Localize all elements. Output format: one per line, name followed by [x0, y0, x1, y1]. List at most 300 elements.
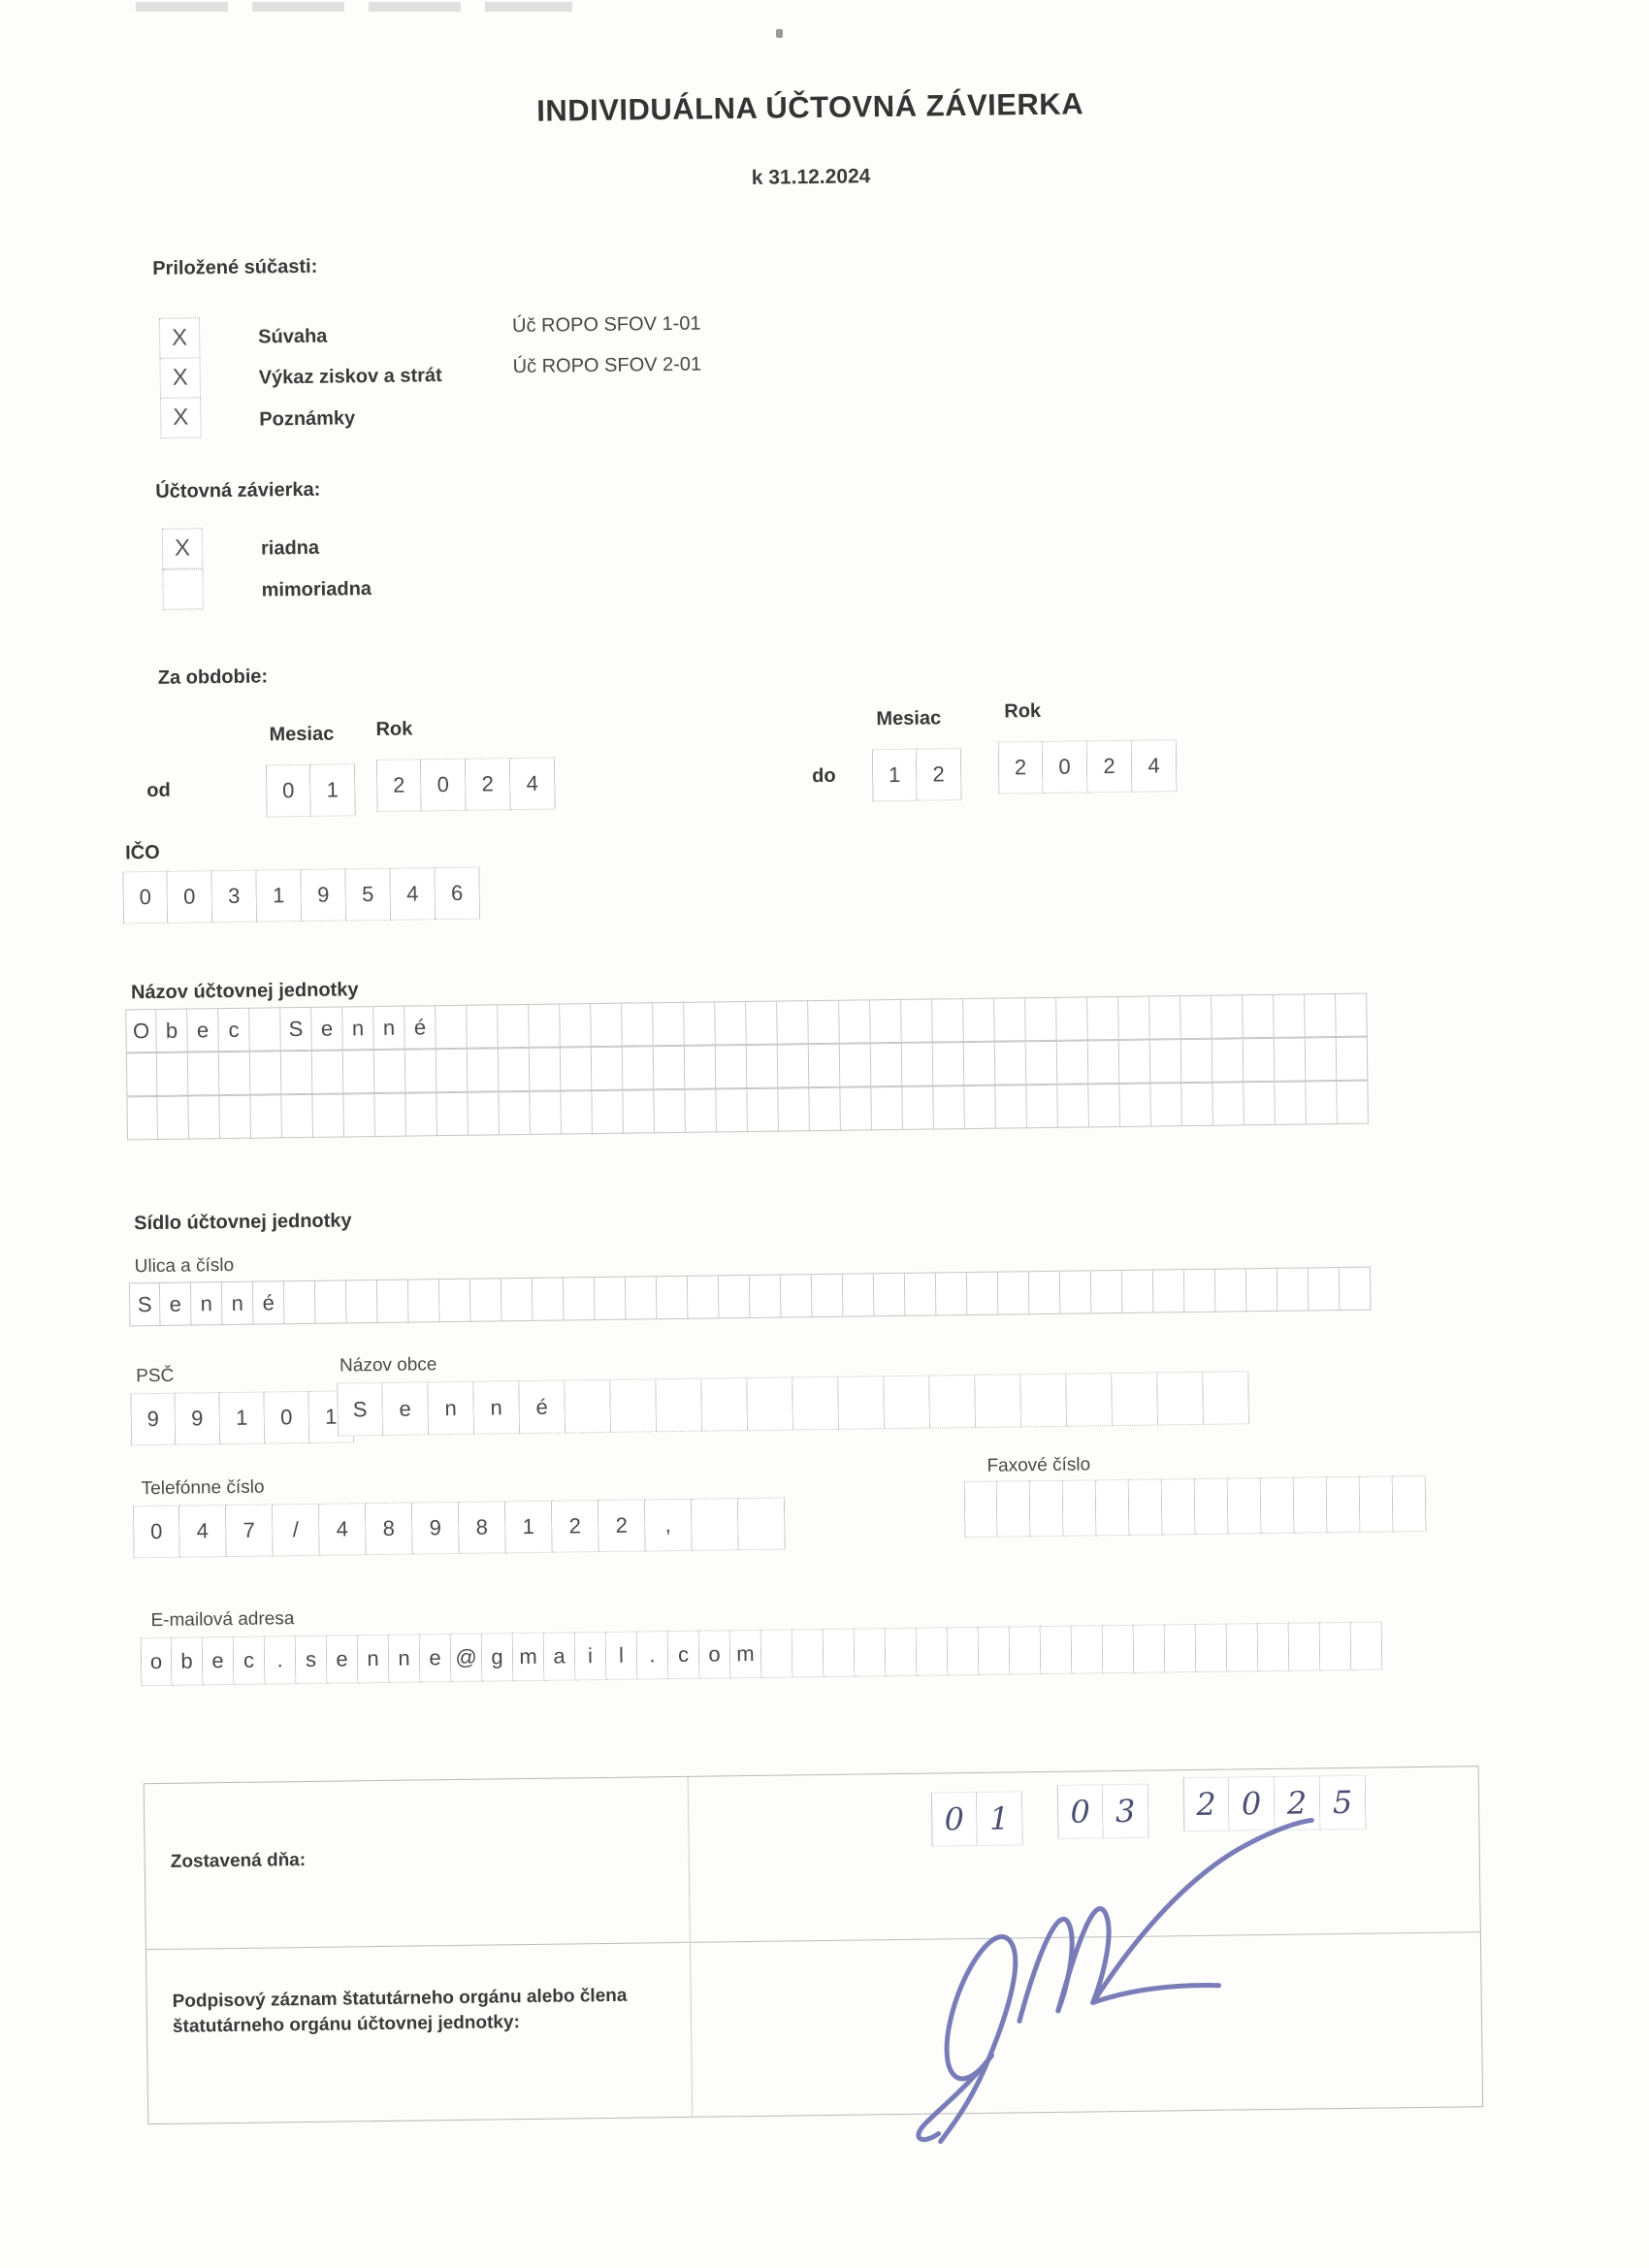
checkbox-riadna: X — [162, 528, 204, 569]
grid-cell: S — [280, 1007, 312, 1051]
grid-cell — [592, 1090, 624, 1134]
grid-cell — [533, 1277, 565, 1320]
grid-cell: c — [218, 1008, 250, 1052]
grid-cell: n — [342, 1006, 374, 1050]
grid-cell: @ — [451, 1634, 483, 1682]
grid-cell — [1026, 1085, 1058, 1128]
grid-cell — [1212, 1082, 1245, 1125]
grid-cell — [933, 1042, 965, 1085]
period-to-year-grid — [998, 739, 1178, 794]
grid-cell: 4 — [510, 758, 556, 811]
grid-cell — [685, 1088, 717, 1132]
ico-grid — [122, 867, 480, 924]
grid-cell — [1149, 995, 1181, 1039]
grid-cell — [838, 1376, 885, 1430]
closing-option-riadna: riadna — [260, 536, 320, 560]
grid-cell — [439, 1279, 471, 1322]
period-from-label: od — [146, 779, 171, 802]
grid-cell — [761, 1629, 793, 1677]
grid-cell: 9 — [412, 1502, 460, 1555]
period-from-month-grid — [266, 763, 356, 817]
grid-cell: é — [404, 1005, 436, 1049]
grid-cell: e — [187, 1008, 219, 1052]
grid-cell — [468, 1048, 500, 1091]
grid-cell: c — [234, 1636, 266, 1685]
grid-cell: 0 — [1057, 1784, 1104, 1839]
grid-cell — [530, 1091, 562, 1135]
grid-cell — [1157, 1372, 1204, 1426]
grid-cell: 1 — [219, 1392, 265, 1445]
grid-cell: m — [730, 1630, 762, 1678]
grid-cell — [622, 1002, 654, 1046]
grid-cell — [250, 1094, 282, 1138]
grid-cell — [997, 1480, 1031, 1537]
grid-cell — [839, 999, 871, 1043]
grid-cell: 4 — [390, 867, 436, 921]
grid-cell — [781, 1274, 813, 1317]
grid-cell — [1150, 1083, 1182, 1126]
form-title: INDIVIDUÁLNA ÚČTOVNÁ ZÁVIERKA — [535, 86, 1084, 128]
grid-cell — [1215, 1268, 1247, 1312]
grid-cell — [653, 1002, 685, 1046]
grid-cell — [281, 1051, 313, 1094]
grid-cell: e — [203, 1636, 235, 1685]
grid-cell — [917, 1627, 949, 1675]
fax-grid — [964, 1475, 1427, 1538]
grid-cell — [688, 1275, 720, 1318]
grid-cell — [747, 1045, 779, 1088]
grid-cell: 8 — [459, 1501, 506, 1554]
grid-cell — [467, 1004, 499, 1048]
grid-cell: n — [222, 1281, 254, 1325]
grid-cell: 3 — [1103, 1784, 1149, 1839]
grid-cell: 2 — [1183, 1777, 1230, 1832]
grid-cell — [610, 1378, 657, 1433]
grid-cell — [1294, 1476, 1328, 1533]
grid-cell: 2 — [917, 748, 962, 801]
grid-cell — [1056, 996, 1088, 1040]
grid-cell — [654, 1089, 686, 1133]
grid-cell: , — [645, 1499, 693, 1552]
grid-cell — [809, 1087, 841, 1131]
grid-cell — [1277, 1267, 1310, 1311]
grid-cell — [591, 1003, 623, 1047]
street-grid — [129, 1267, 1371, 1327]
grid-cell — [1030, 1480, 1064, 1537]
grid-cell: m — [513, 1633, 545, 1681]
checkbox-mimoriadna — [162, 568, 204, 610]
grid-cell — [747, 1088, 779, 1132]
grid-cell — [656, 1378, 702, 1433]
grid-cell — [346, 1280, 378, 1323]
grid-cell — [778, 1087, 810, 1131]
grid-cell — [498, 1004, 530, 1048]
grid-cell — [1228, 1477, 1262, 1534]
grid-cell: e — [382, 1381, 429, 1436]
grid-cell — [933, 1085, 965, 1129]
signature-table-col-divider — [688, 1777, 694, 2117]
psc-label: PSČ — [136, 1365, 175, 1387]
checkbox-poznamky: X — [160, 397, 202, 438]
grid-cell — [436, 1092, 469, 1136]
grid-cell: S — [129, 1282, 161, 1326]
grid-cell — [1119, 1084, 1151, 1127]
grid-cell: 7 — [226, 1504, 274, 1557]
grid-cell: O — [125, 1009, 157, 1053]
grid-cell — [1306, 1081, 1338, 1124]
grid-cell — [1181, 1083, 1213, 1126]
grid-cell: o — [141, 1637, 173, 1686]
grid-cell — [1041, 1626, 1073, 1674]
grid-cell: e — [311, 1006, 343, 1050]
grid-cell — [315, 1280, 347, 1323]
compiled-date-label: Zostavená dňa: — [170, 1850, 307, 1872]
grid-cell — [716, 1088, 748, 1132]
grid-cell: e — [327, 1635, 359, 1683]
grid-cell — [948, 1627, 980, 1675]
phone-label: Telefónne číslo — [141, 1476, 265, 1500]
grid-cell — [777, 1000, 809, 1044]
grid-cell — [994, 997, 1026, 1041]
attachment-label-suvaha: Súvaha — [258, 325, 328, 348]
grid-cell — [501, 1278, 534, 1321]
grid-cell — [1088, 1040, 1120, 1084]
grid-cell — [1020, 1374, 1067, 1428]
grid-cell — [1261, 1477, 1295, 1534]
grid-cell: n — [389, 1634, 421, 1682]
grid-cell — [684, 1001, 716, 1045]
grid-cell — [1337, 1037, 1369, 1081]
grid-cell — [623, 1046, 655, 1089]
grid-cell — [595, 1277, 627, 1320]
grid-cell — [1087, 996, 1119, 1040]
email-grid — [141, 1621, 1383, 1686]
grid-cell — [1195, 1478, 1229, 1535]
grid-cell — [188, 1052, 220, 1095]
checkbox-suvaha: X — [159, 317, 201, 359]
grid-cell: 1 — [977, 1791, 1023, 1846]
grid-cell: c — [668, 1631, 700, 1679]
grid-cell — [157, 1053, 189, 1096]
signature — [861, 1769, 1351, 2164]
grid-cell — [499, 1048, 531, 1091]
grid-cell — [1306, 1037, 1338, 1081]
grid-cell — [715, 1001, 747, 1045]
grid-cell: 0 — [1043, 740, 1088, 794]
town-label: Názov obce — [339, 1354, 437, 1377]
grid-cell: 0 — [264, 1391, 309, 1444]
checkbox-vykaz: X — [159, 357, 201, 399]
grid-cell — [623, 1089, 655, 1133]
email-label: E-mailová adresa — [150, 1608, 295, 1632]
grid-cell: 9 — [130, 1393, 176, 1446]
grid-cell — [1244, 1082, 1276, 1125]
grid-cell — [843, 1273, 875, 1316]
grid-cell: b — [172, 1636, 204, 1685]
period-from-year-grid — [376, 758, 556, 812]
grid-cell — [1243, 994, 1275, 1038]
period-to-year-label: Rok — [1004, 700, 1042, 723]
ico-label: IČO — [125, 841, 160, 864]
attachment-label-poznamky: Poznámky — [259, 407, 356, 431]
grid-cell — [871, 1043, 903, 1086]
grid-cell — [377, 1280, 409, 1323]
grid-cell — [967, 1272, 999, 1315]
grid-cell: 2 — [998, 741, 1044, 794]
grid-cell — [1057, 1040, 1089, 1084]
grid-cell — [250, 1051, 282, 1094]
grid-cell — [284, 1280, 316, 1324]
grid-cell — [1309, 1267, 1341, 1311]
grid-cell — [470, 1278, 502, 1321]
grid-cell: 0 — [133, 1506, 180, 1559]
grid-cell — [405, 1049, 437, 1092]
grid-cell — [436, 1049, 469, 1092]
grid-cell — [840, 1086, 872, 1130]
grid-cell — [1072, 1625, 1104, 1673]
grid-cell — [1010, 1626, 1042, 1674]
grid-cell — [374, 1050, 406, 1093]
grid-cell — [1184, 1269, 1216, 1312]
grid-cell: 0 — [1229, 1776, 1276, 1831]
grid-cell — [871, 1086, 903, 1130]
grid-cell: S — [337, 1382, 383, 1437]
grid-cell — [1337, 1081, 1369, 1124]
grid-cell — [840, 1043, 872, 1086]
grid-cell: / — [273, 1504, 320, 1557]
grid-cell — [564, 1277, 596, 1320]
grid-cell — [1244, 1038, 1276, 1082]
period-to-label: do — [812, 764, 836, 788]
grid-cell — [792, 1629, 824, 1677]
grid-cell: 0 — [122, 871, 168, 924]
period-to-month-grid — [872, 748, 962, 801]
grid-cell — [929, 1375, 976, 1429]
closing-option-mimoriadna: mimoriadna — [261, 578, 372, 601]
grid-cell — [692, 1498, 739, 1551]
grid-cell — [886, 1628, 918, 1676]
grid-cell — [1134, 1624, 1166, 1672]
phone-grid — [133, 1498, 786, 1559]
attachments-heading: Priložené súčasti: — [152, 255, 318, 279]
grid-cell — [963, 998, 995, 1042]
grid-cell: 8 — [366, 1503, 413, 1556]
entity-name-label: Názov účtovnej jednotky — [130, 979, 359, 1004]
grid-cell — [1060, 1270, 1092, 1313]
grid-cell: n — [191, 1281, 223, 1325]
grid-cell — [1057, 1084, 1089, 1127]
grid-cell: i — [575, 1632, 607, 1680]
grid-cell: 2 — [1275, 1775, 1321, 1831]
grid-cell — [1360, 1475, 1394, 1532]
town-grid — [337, 1371, 1249, 1436]
grid-cell: . — [637, 1631, 669, 1679]
grid-cell: n — [473, 1380, 520, 1435]
grid-cell: l — [606, 1632, 638, 1680]
grid-cell — [1150, 1039, 1182, 1083]
grid-cell — [1066, 1373, 1113, 1427]
grid-cell — [468, 1091, 500, 1135]
grid-cell — [561, 1047, 593, 1090]
grid-cell: 0 — [266, 764, 311, 818]
grid-cell — [1162, 1478, 1196, 1535]
grid-cell — [1118, 996, 1150, 1040]
grid-cell — [874, 1273, 906, 1316]
grid-cell — [870, 999, 902, 1043]
grid-cell — [560, 1003, 592, 1047]
grid-cell — [1274, 993, 1306, 1037]
grid-cell — [405, 1092, 437, 1136]
grid-cell — [1103, 1625, 1135, 1673]
grid-cell: 1 — [505, 1501, 553, 1554]
grid-cell — [808, 1000, 840, 1044]
grid-cell: 6 — [435, 867, 480, 921]
grid-cell — [855, 1628, 887, 1676]
grid-cell — [738, 1498, 786, 1551]
grid-cell: é — [519, 1379, 566, 1434]
grid-cell — [126, 1053, 158, 1096]
grid-cell — [1320, 1622, 1352, 1670]
street-label: Ulica a číslo — [134, 1254, 235, 1278]
grid-cell — [979, 1627, 1011, 1675]
grid-cell — [1091, 1270, 1123, 1313]
grid-cell: 1 — [872, 749, 918, 802]
grid-cell: 1 — [310, 763, 356, 817]
grid-cell — [747, 1377, 793, 1431]
grid-cell — [685, 1045, 717, 1088]
grid-cell: 9 — [175, 1392, 220, 1445]
grid-cell — [343, 1093, 375, 1137]
grid-cell: 2 — [466, 758, 511, 811]
grid-cell — [701, 1377, 748, 1432]
grid-cell — [1196, 1624, 1228, 1672]
grid-cell — [809, 1044, 841, 1087]
grid-cell: 1 — [308, 1390, 354, 1443]
period-heading: Za obdobie: — [157, 665, 269, 689]
grid-cell: 5 — [345, 868, 391, 922]
grid-cell — [1119, 1040, 1151, 1084]
grid-cell — [249, 1007, 281, 1051]
form-subtitle: k 31.12.2024 — [751, 165, 871, 189]
grid-cell — [1258, 1623, 1290, 1671]
grid-cell — [905, 1272, 937, 1315]
grid-cell — [157, 1096, 189, 1140]
period-to-month-label: Mesiac — [876, 707, 942, 730]
grid-cell — [1025, 997, 1057, 1041]
grid-cell — [530, 1048, 562, 1091]
grid-cell: b — [156, 1009, 188, 1053]
grid-cell — [1305, 993, 1337, 1037]
grid-cell — [436, 1005, 468, 1049]
grid-cell — [1227, 1623, 1259, 1671]
grid-cell: 0 — [421, 759, 467, 812]
grid-cell — [792, 1377, 839, 1431]
grid-cell — [964, 1085, 996, 1129]
grid-cell — [1181, 1039, 1213, 1083]
grid-cell — [1289, 1622, 1321, 1670]
grid-cell — [1351, 1621, 1383, 1669]
grid-cell — [281, 1094, 313, 1138]
grid-cell — [995, 1041, 1027, 1085]
period-from-year-label: Rok — [375, 718, 413, 740]
grid-cell: 4 — [179, 1505, 227, 1558]
grid-cell — [1327, 1476, 1361, 1533]
grid-cell — [343, 1050, 375, 1093]
grid-cell — [654, 1046, 686, 1089]
grid-cell — [719, 1275, 751, 1318]
grid-cell — [1112, 1372, 1158, 1426]
grid-cell: 4 — [1132, 739, 1178, 793]
grid-cell: n — [373, 1006, 405, 1050]
closing-type-heading: Účtovná závierka: — [155, 478, 321, 502]
grid-cell — [1029, 1271, 1061, 1314]
grid-cell: 0 — [931, 1792, 978, 1847]
grid-cell — [902, 1042, 934, 1085]
grid-cell — [657, 1276, 689, 1319]
grid-cell: 2 — [1087, 740, 1133, 794]
grid-cell — [995, 1085, 1027, 1128]
grid-cell — [188, 1095, 220, 1139]
grid-cell: g — [482, 1633, 514, 1681]
grid-cell — [932, 998, 964, 1042]
grid-cell: s — [296, 1636, 328, 1684]
grid-cell — [1246, 1268, 1278, 1312]
grid-cell: 3 — [211, 870, 257, 923]
grid-cell: 1 — [256, 869, 302, 923]
grid-cell — [1122, 1270, 1154, 1313]
grid-cell — [529, 1004, 561, 1048]
grid-cell — [499, 1091, 531, 1135]
grid-cell: 0 — [167, 870, 212, 923]
grid-cell: 9 — [301, 868, 346, 922]
grid-cell — [312, 1050, 344, 1093]
grid-cell — [1393, 1475, 1427, 1532]
psc-grid — [130, 1390, 354, 1445]
grid-cell — [1275, 1037, 1307, 1081]
grid-cell: . — [265, 1636, 297, 1684]
grid-cell — [812, 1274, 844, 1317]
grid-cell — [975, 1374, 1021, 1428]
grid-cell — [824, 1629, 856, 1677]
grid-cell — [1212, 1038, 1245, 1082]
grid-cell — [1026, 1041, 1058, 1085]
attachment-code-suvaha: Úč ROPO SFOV 1-01 — [511, 312, 701, 338]
grid-cell — [561, 1090, 593, 1134]
address-heading: Sídlo účtovnej jednotky — [134, 1210, 352, 1235]
grid-cell: 5 — [1320, 1775, 1367, 1831]
attachment-label-vykaz: Výkaz ziskov a strát — [258, 365, 442, 389]
grid-cell — [902, 1085, 934, 1129]
grid-cell — [1340, 1267, 1372, 1311]
grid-cell — [1129, 1478, 1163, 1535]
grid-cell — [936, 1272, 968, 1315]
grid-cell — [374, 1093, 406, 1137]
grid-cell — [312, 1093, 344, 1137]
grid-cell — [565, 1379, 611, 1434]
grid-cell — [1088, 1084, 1120, 1127]
grid-cell — [1165, 1624, 1197, 1672]
grid-cell: 2 — [376, 759, 422, 812]
grid-cell — [1212, 994, 1244, 1038]
grid-cell — [1336, 993, 1368, 1037]
grid-cell — [408, 1279, 440, 1322]
grid-cell: 4 — [319, 1503, 367, 1556]
grid-cell: 2 — [552, 1500, 599, 1553]
grid-cell — [964, 1481, 998, 1538]
grid-cell — [1180, 995, 1212, 1039]
grid-cell — [219, 1052, 251, 1095]
grid-cell: é — [253, 1280, 285, 1324]
